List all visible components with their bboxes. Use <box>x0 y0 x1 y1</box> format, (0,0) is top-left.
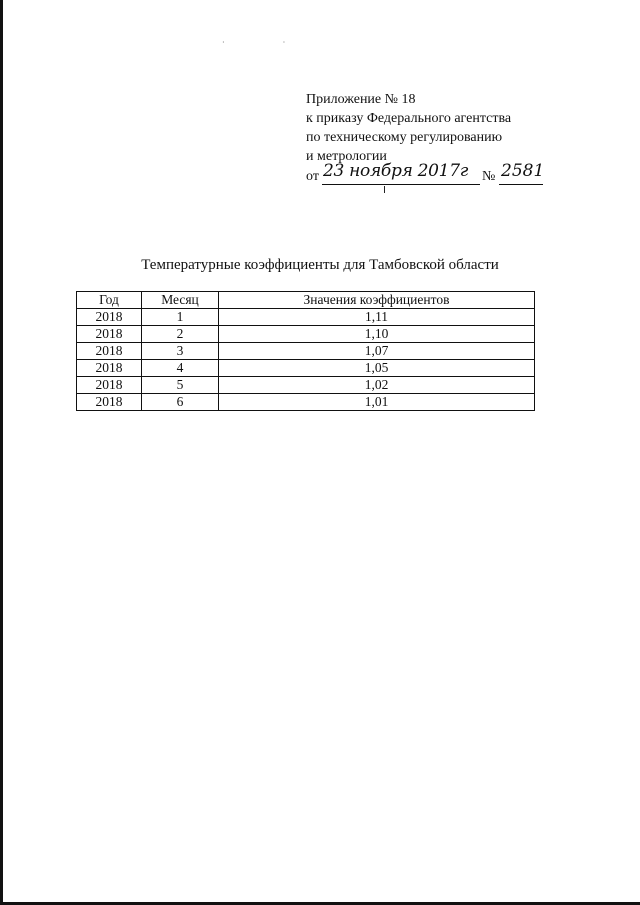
cell-month: 5 <box>142 377 219 394</box>
document-title: Температурные коэффициенты для Тамбовской области <box>141 257 499 273</box>
number-underline <box>499 184 543 185</box>
handwritten-date: 23 ноября 2017г <box>323 161 468 181</box>
cell-value: 1,01 <box>219 394 535 411</box>
number-sign: № <box>482 169 496 184</box>
order-date-number-line <box>306 163 546 187</box>
table-row <box>77 377 535 394</box>
ink-mark <box>384 186 385 193</box>
table-row <box>77 343 535 360</box>
date-underline <box>322 184 480 185</box>
column-header-year: Год <box>77 292 142 309</box>
cell-month: 2 <box>142 326 219 343</box>
cell-year: 2018 <box>77 360 142 377</box>
table-row <box>77 326 535 343</box>
coefficients-table <box>76 291 535 411</box>
cell-value: 1,05 <box>219 360 535 377</box>
handwritten-order-number: 2581 <box>501 161 545 181</box>
cell-value: 1,10 <box>219 326 535 343</box>
appendix-line-4: и метрологии <box>306 149 387 164</box>
cell-value: 1,02 <box>219 377 535 394</box>
cell-month: 6 <box>142 394 219 411</box>
appendix-header <box>306 90 511 166</box>
scan-specks: · · <box>222 38 314 47</box>
date-prefix: от <box>306 169 319 184</box>
cell-year: 2018 <box>77 394 142 411</box>
cell-month: 3 <box>142 343 219 360</box>
cell-year: 2018 <box>77 326 142 343</box>
appendix-line-3: по техническому регулированию <box>306 130 503 145</box>
table-row <box>77 309 535 326</box>
cell-year: 2018 <box>77 343 142 360</box>
table-header-row <box>77 292 535 309</box>
cell-value: 1,11 <box>219 309 535 326</box>
table-row <box>77 394 535 411</box>
cell-year: 2018 <box>77 309 142 326</box>
cell-month: 1 <box>142 309 219 326</box>
cell-year: 2018 <box>77 377 142 394</box>
appendix-line-1: Приложение № 18 <box>306 92 416 107</box>
cell-month: 4 <box>142 360 219 377</box>
cell-value: 1,07 <box>219 343 535 360</box>
column-header-month: Месяц <box>142 292 219 309</box>
page-left-border <box>0 0 3 905</box>
column-header-values: Значения коэффициентов <box>219 292 535 309</box>
appendix-line-2: к приказу Федерального агентства <box>306 111 512 126</box>
table-row <box>77 360 535 377</box>
